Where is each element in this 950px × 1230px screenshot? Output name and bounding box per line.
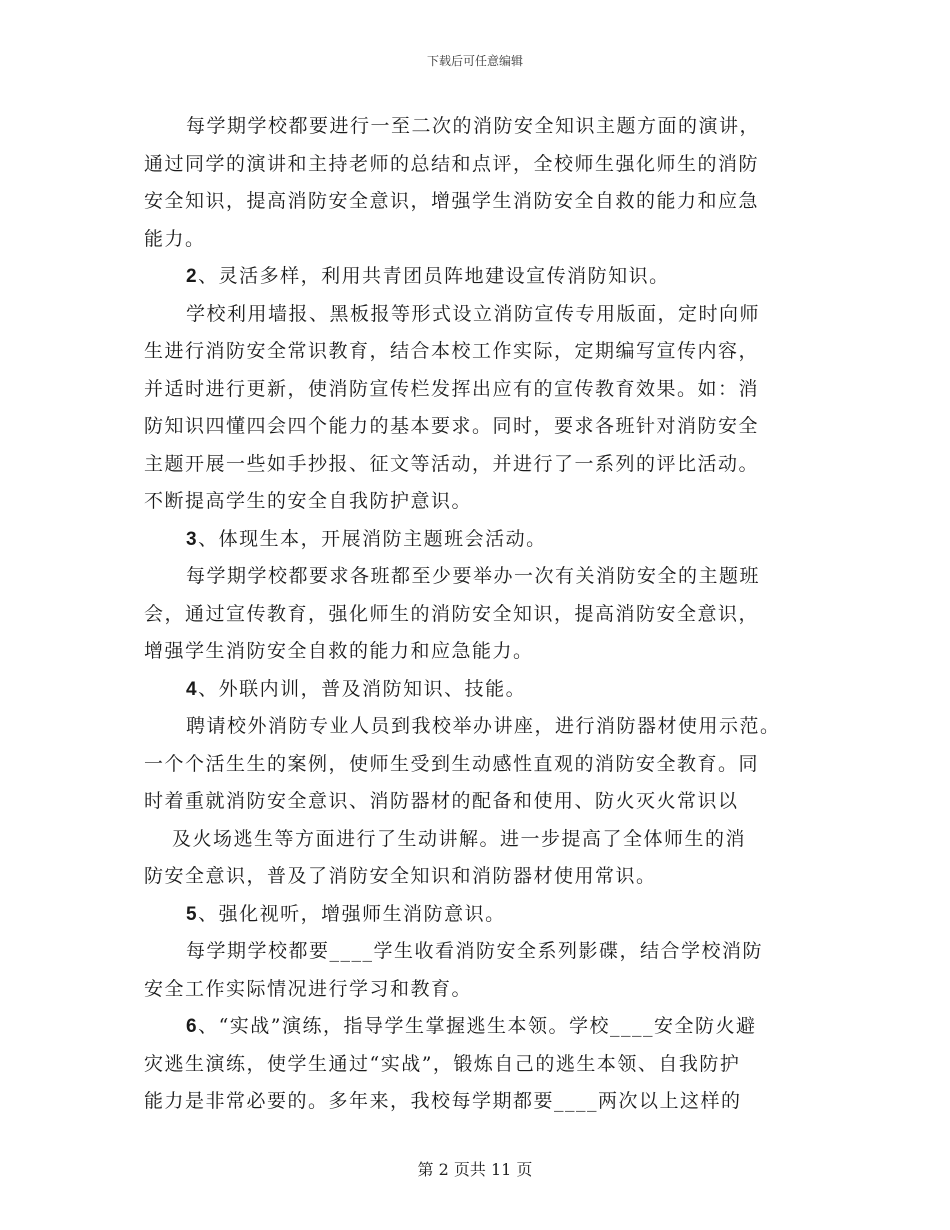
line-text: 不断提高学生的安全自我防护意识。 [144, 490, 473, 512]
line-text: 通过同学的演讲和主持老师的总结和点评，全校师生强化师生的消防 [144, 152, 760, 175]
line-text: 、外联内训，普及消防知识、技能。 [198, 677, 527, 700]
section-number: 6 [186, 1016, 199, 1037]
line-text: 会，通过宣传教育，强化师生的消防安全知识，提高消防安全意识， [144, 602, 760, 625]
line-text: 学校利用墙报、黑板报等形式设立消防宣传专用版面，定时向师 [186, 302, 761, 325]
section-heading-line [144, 671, 814, 709]
paragraph-line [144, 746, 814, 784]
line-text: 、强化视听，增强师生消防意识。 [198, 902, 506, 925]
line-text: 时着重就消防安全意识、消防器材的配备和使用、防火灭火常识以 [144, 790, 739, 812]
paragraph-line [144, 633, 814, 671]
paragraph-line [144, 296, 814, 334]
section-heading-line [144, 258, 814, 296]
line-text: 灾逃生演练，使学生通过“实战”，锻炼自己的逃生本领、自我防护 [144, 1052, 741, 1075]
section-heading-line [144, 896, 814, 934]
paragraph-line [144, 971, 814, 1009]
section-number: 3 [186, 528, 199, 550]
line-text: 聘请校外消防专业人员到我校举办讲座，进行消防器材使用示范。 [186, 715, 781, 737]
paragraph-line [144, 446, 814, 484]
paragraph-line [144, 1083, 814, 1121]
paragraph-line [144, 108, 814, 146]
line-text: 每学期学校都要____学生收看消防安全系列影碟，结合学校消防 [186, 940, 764, 962]
line-text: 每学期学校都要进行一至二次的消防安全知识主题方面的演讲， [186, 115, 761, 137]
line-text: 生进行消防安全常识教育，结合本校工作实际，定期编写宣传内容， [144, 340, 760, 362]
line-text: 增强学生消防安全自救的能力和应急能力。 [144, 640, 534, 662]
line-text: 能力。 [144, 227, 206, 250]
paragraph-line [144, 371, 814, 409]
paragraph-line [144, 783, 814, 821]
line-text: 、体现生本，开展消防主题班会活动。 [198, 527, 547, 550]
paragraph-line [144, 933, 814, 971]
paragraph-line [144, 858, 814, 896]
line-text: 、灵活多样，利用共青团员阵地建设宣传消防知识。 [198, 265, 670, 287]
line-text: 每学期学校都要求各班都至少要举办一次有关消防安全的主题班 [186, 565, 761, 587]
line-text: 一个个活生生的案例，使师生受到生动感性直观的消防安全教育。同 [144, 752, 760, 775]
line-text: 安全知识，提高消防安全意识，增强学生消防安全自救的能力和应急 [144, 190, 760, 212]
section-heading-line [144, 1008, 814, 1046]
line-text: 防安全意识，普及了消防安全知识和消防器材使用常识。 [144, 865, 657, 887]
paragraph-line [144, 221, 814, 259]
paragraph-line [144, 333, 814, 371]
section-number: 5 [186, 903, 199, 925]
paragraph-line [144, 558, 814, 596]
paragraph-line [144, 146, 814, 184]
document-body [144, 108, 814, 1121]
paragraph-line [144, 596, 814, 634]
line-text: 防知识四懂四会四个能力的基本要求。同时，要求各班针对消防安全 [144, 415, 760, 437]
page-header: 下载后可任意编辑 [426, 54, 523, 68]
paragraph-line [144, 821, 814, 859]
paragraph-line [144, 408, 814, 446]
line-text: 安全工作实际情况进行学习和教育。 [144, 977, 473, 1000]
line-text: 及火场逃生等方面进行了生动讲解。进一步提高了全体师生的消 [172, 827, 747, 850]
paragraph-line [144, 183, 814, 221]
paragraph-line [144, 708, 814, 746]
line-text: 并适时进行更新，使消防宣传栏发挥出应有的宣传教育效果。如：消 [144, 377, 760, 400]
section-heading-line [144, 521, 814, 559]
line-text: 、“实战”演练，指导学生掌握逃生本领。学校____安全防火避 [198, 1015, 757, 1037]
line-text: 主题开展一些如手抄报、征文等活动，并进行了一系列的评比活动。 [144, 452, 760, 475]
line-text: 能力是非常必要的。多年来，我校每学期都要____两次以上这样的 [144, 1090, 742, 1112]
section-number: 4 [186, 678, 199, 700]
paragraph-line [144, 483, 814, 521]
section-number: 2 [186, 266, 199, 287]
paragraph-line [144, 1046, 814, 1084]
page-footer: 第 2 页共 11 页 [417, 1160, 533, 1179]
